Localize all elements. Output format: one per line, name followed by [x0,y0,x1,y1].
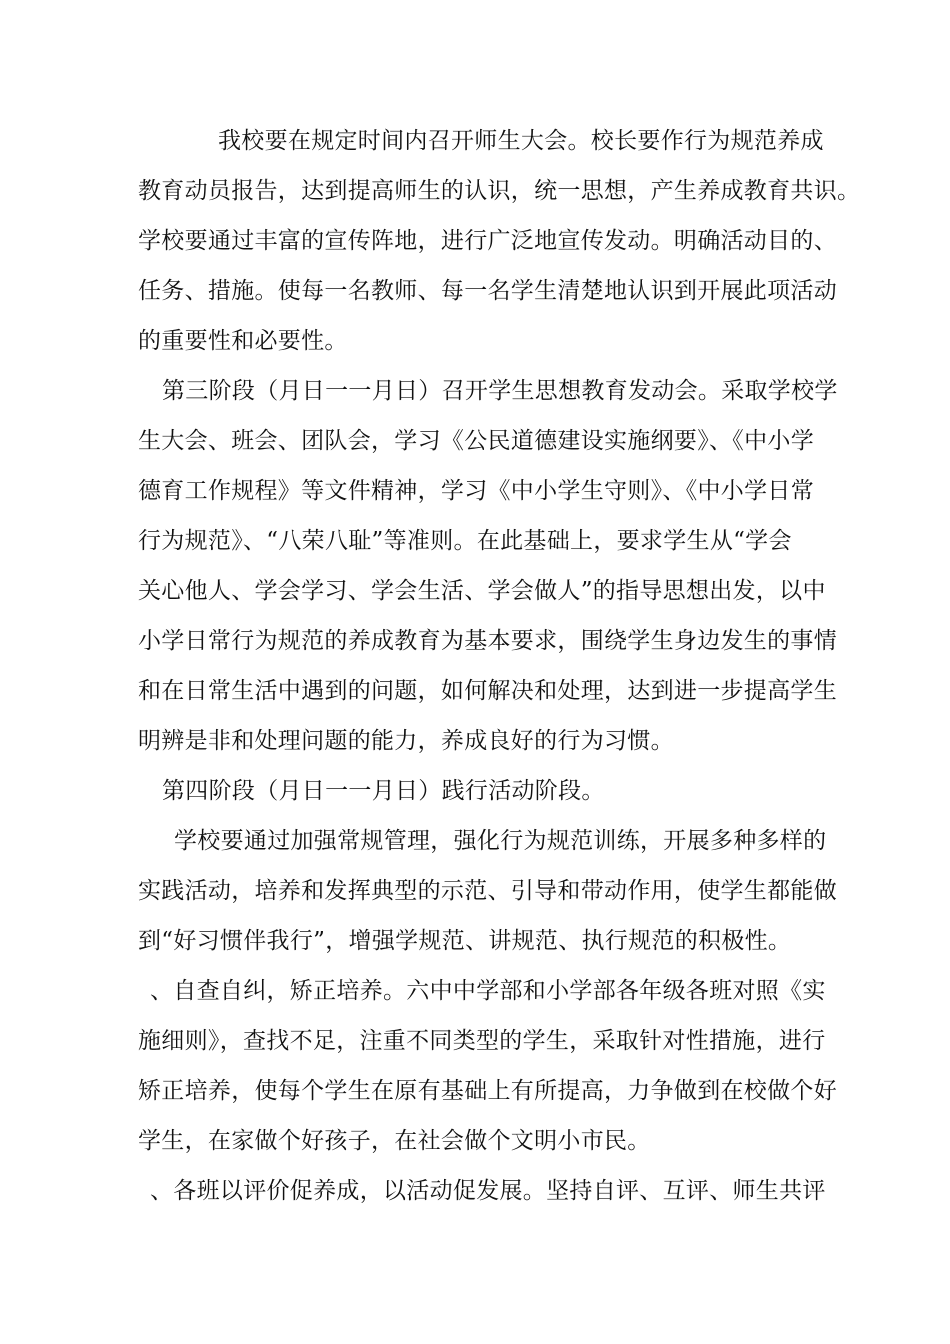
text-line-7: 生大会、班会、团队会，学习《公民道德建设实施纲要》、《中小学 [138,428,814,454]
text-line-14: 第四阶段（月日一一月日）践行活动阶段。 [162,778,605,804]
text-line-9: 行为规范》、“八荣八耻”等准则。在此基础上，要求学生从“学会 [138,528,792,554]
text-line-13: 明辨是非和处理问题的能力，养成良好的行为习惯。 [138,728,674,754]
text-line-20: 矫正培养，使每个学生在原有基础上有所提高，力争做到在校做个好 [138,1078,837,1104]
text-line-19: 施细则》，查找不足，注重不同类型的学生，采取针对性措施，进行 [138,1028,826,1054]
text-line-16: 实践活动，培养和发挥典型的示范、引导和带动作用，使学生都能做 [138,878,837,904]
text-line-17: 到“好习惯伴我行”，增强学规范、讲规范、执行规范的积极性。 [138,928,792,954]
text-line-15: 学校要通过加强常规管理，强化行为规范训练，开展多种多样的 [174,828,827,854]
text-line-18: 、自查自纠，矫正培养。六中中学部和小学部各年级各班对照《实 [150,978,826,1004]
text-line-8: 德育工作规程》等文件精神，学习《中小学生守则》、《中小学日常 [138,478,814,504]
text-line-4: 任务、措施。使每一名教师、每一名学生清楚地认识到开展此项活动 [138,278,837,304]
text-line-5: 的重要性和必要性。 [138,328,348,354]
text-line-2: 教育动员报告，达到提高师生的认识，统一思想，产生养成教育共识。 [138,178,861,204]
text-line-6: 第三阶段（月日一一月日）召开学生思想教育发动会。采取学校学 [162,378,838,404]
text-line-22: 、各班以评价促养成，以活动促发展。坚持自评、互评、师生共评 [150,1178,826,1204]
text-line-10: 关心他人、学会学习、学会生活、学会做人”的指导思想出发，以中 [138,578,826,604]
text-line-11: 小学日常行为规范的养成教育为基本要求，围绕学生身边发生的事情 [138,628,837,654]
text-line-21: 学生，在家做个好孩子，在社会做个文明小市民。 [138,1128,651,1154]
text-line-12: 和在日常生活中遇到的问题，如何解决和处理，达到进一步提高学生 [138,678,837,704]
text-line-3: 学校要通过丰富的宣传阵地，进行广泛地宣传发动。明确活动目的、 [138,228,837,254]
text-line-1: 我校要在规定时间内召开师生大会。校长要作行为规范养成 [218,128,824,154]
